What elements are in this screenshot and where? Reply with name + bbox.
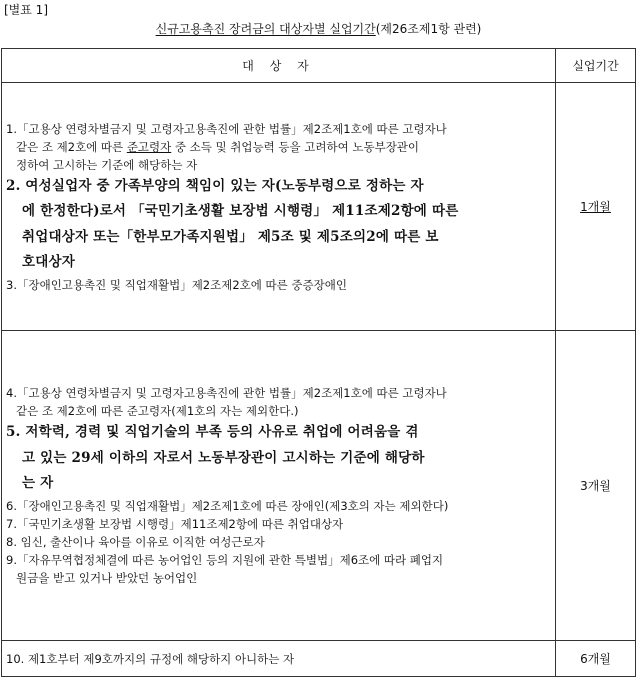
- list-item: 7.「국민기초생활 보장법 시행령」제11조제2항에 따른 취업대상자: [6, 516, 344, 531]
- list-item: 8. 임신, 출산이나 육아를 이유로 이직한 여성근로자: [6, 534, 265, 549]
- table-row: [2, 83, 636, 331]
- period-cell: 1개월: [556, 83, 636, 331]
- list-item: 9.「자유무역협정체결에 따른 농어업인 등의 지원에 관한 특별법」제6조에 따라 폐업지 원금을 받고 있거나 받았던 농어업인: [6, 552, 444, 585]
- title-main: 신규고용촉진 장려금의 대상자별 실업기간: [155, 22, 376, 36]
- target-cell: [2, 641, 556, 677]
- list-item: 3.「장애인고용촉진 및 직업재활법」제2조제2호에 따른 중증장애인: [6, 277, 347, 292]
- header-row: [2, 49, 636, 83]
- list-item: 2. 여성실업자 중 가족부양의 책임이 있는 자(노동부령으로 정하는 자 에 한정한다)로서 「국민기초생활 보장법 시행령」 제11조제2항에 따른 취업대상자 또는「한부모가족지원법」 제5조 및 제5조의2에 따른 보 호대상자: [6, 177, 459, 270]
- list-item: 10. 제1호부터 제9호까지의 규정에 해당하지 아니하는 자: [6, 651, 295, 666]
- list-item: 4.「고용상 연령차별금지 및 고령자고용촉진에 관한 법률」제2조제1호에 따른 고령자나 같은 조 제2호에 따른 준고령자(제1호의 자는 제외한다.): [6, 386, 447, 419]
- title-reference: (제26조제1항 관련): [375, 22, 482, 36]
- list-item: 5. 저학력, 경력 및 직업기술의 부족 등의 사유로 취업에 어려움을 겪 고 있는 29세 이하의 자로서 노동부장관이 고시하는 기준에 해당하 는 자: [6, 424, 425, 492]
- header-target: 대 상 자: [2, 49, 556, 83]
- list-item: 1.「고용상 연령차별금지 및 고령자고용촉진에 관한 법률」제2조제1호에 따른 고령자나 같은 조 제2호에 따른 준고령자 중 소득 및 취업능력 등을 고려하여 노동부장관이 정하여 고시하는 기준에 해당하는 자: [6, 121, 447, 172]
- table-row: [2, 331, 636, 641]
- eligibility-table: [1, 48, 636, 677]
- target-cell: [2, 83, 556, 331]
- table-row: [2, 641, 636, 677]
- period-cell: 6개월: [556, 641, 636, 677]
- list-item: 6.「장애인고용촉진 및 직업재활법」제2조제1호에 따른 장애인(제3호의 자는 제외한다): [6, 498, 449, 513]
- table-title: [0, 20, 637, 37]
- annex-label: [별표 1]: [4, 3, 48, 17]
- period-cell: 3개월: [556, 331, 636, 641]
- target-cell: [2, 331, 556, 641]
- header-period: 실업기간: [556, 49, 636, 83]
